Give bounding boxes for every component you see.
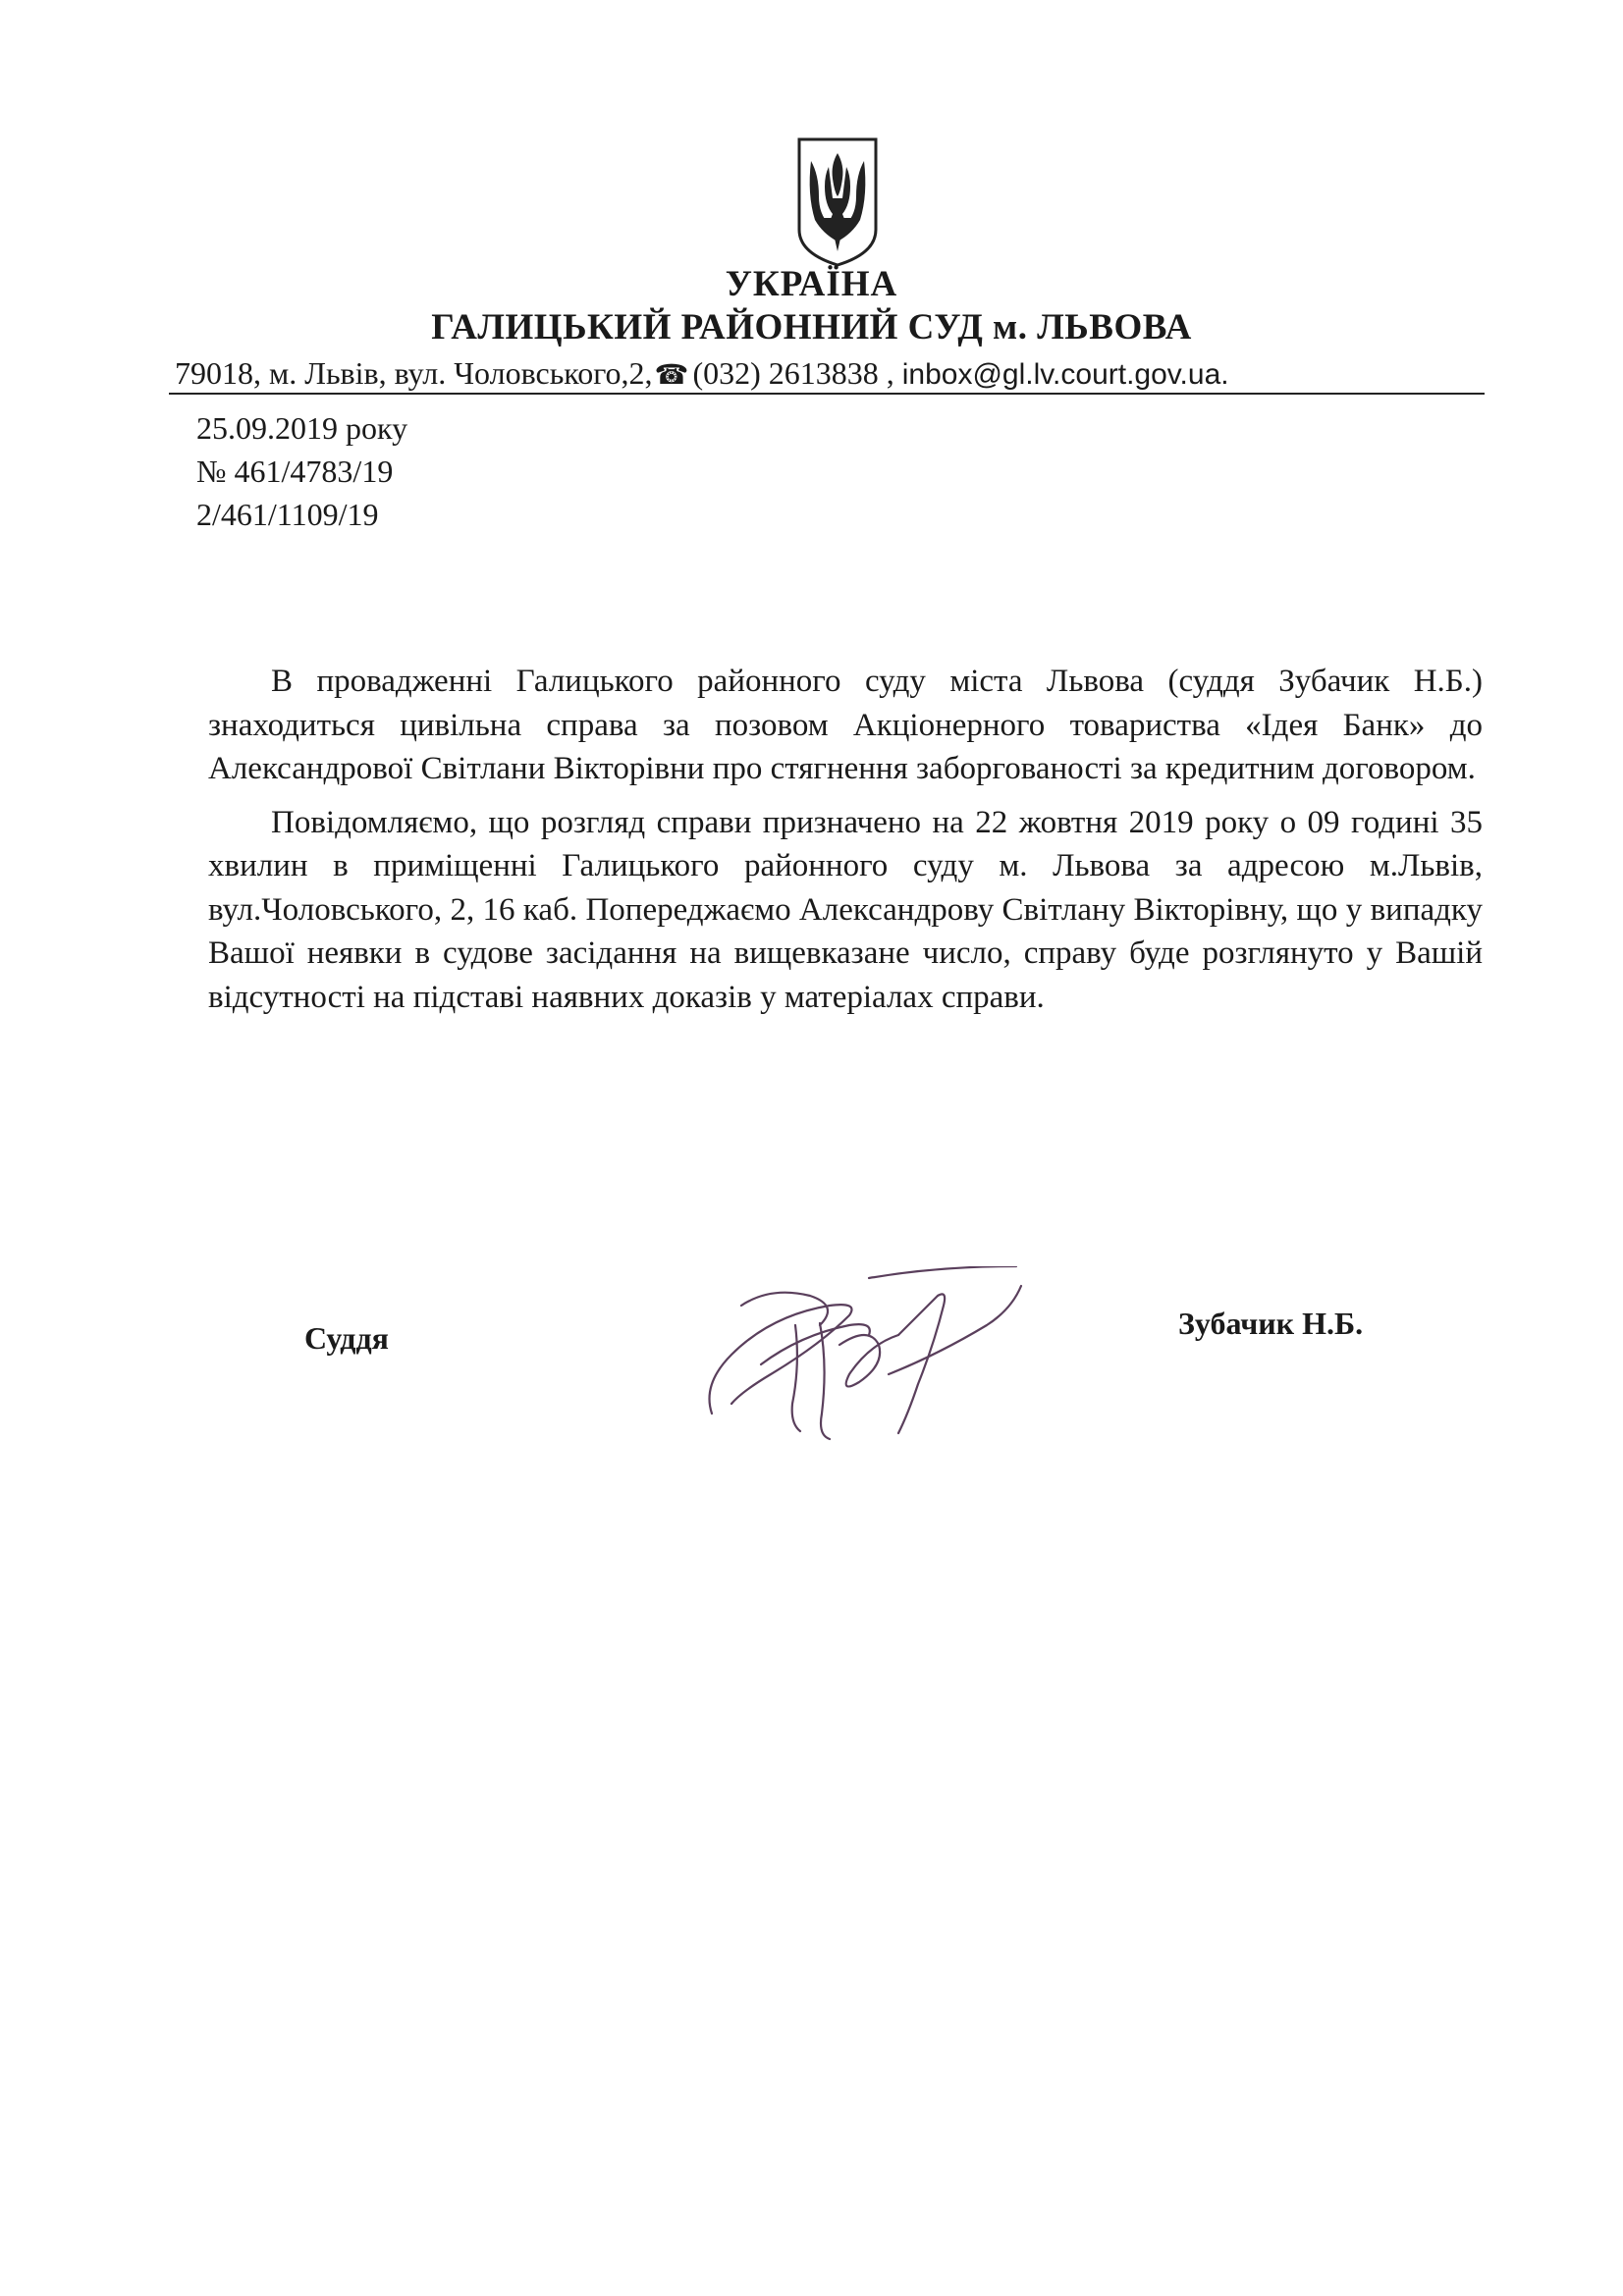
handwritten-signature-icon xyxy=(702,1266,1026,1453)
court-phone: (032) 2613838 , xyxy=(692,355,894,391)
letter-body xyxy=(208,660,1483,1029)
body-paragraph-2: Повідомляємо, що розгляд справи призначено на 22 жовтня 2019 року о 09 годині 35 хвилин в приміщенні Галицького районного суду м. Львова за адресою м.Львів, вул.Чоловського, 2, 16 каб. Попереджаємо Александрову Світлану Вікторівну, що у випадку Вашої неявки в судове засідання на вищевказане число, справу буде розглянуто у Вашій відсутності на підставі наявних доказів у матеріалах справи. xyxy=(208,804,1483,1015)
proceeding-number: 2/461/1109/19 xyxy=(196,497,379,532)
document-meta xyxy=(196,406,407,536)
court-email: inbox@gl.lv.court.gov.ua. xyxy=(901,358,1229,391)
document-date: 25.09.2019 року xyxy=(196,410,408,446)
address-line xyxy=(175,355,1481,392)
body-paragraph-1: В провадженні Галицького районного суду міста Львова (суддя Зубачик Н.Б.) знаходиться цивільна справа за позовом Акціонерного товариства «Ідея Банк» до Александрової Світлани Вікторівни про стягнення заборгованості за кредитним договором. xyxy=(208,664,1483,786)
signatory-name: Зубачик Н.Б. xyxy=(1178,1306,1364,1341)
court-address: 79018, м. Львів, вул. Чоловського,2, xyxy=(175,355,653,391)
case-number: № 461/4783/19 xyxy=(196,454,394,489)
trident-coat-of-arms-icon xyxy=(793,135,882,269)
header-country: УКРАЇНА xyxy=(725,264,898,304)
telephone-icon: ☎ xyxy=(654,358,689,391)
signatory-title: Суддя xyxy=(304,1320,389,1356)
header-court-name: ГАЛИЦЬКИЙ РАЙОННИЙ СУД м. ЛЬВОВА xyxy=(431,307,1192,347)
header-divider xyxy=(169,393,1485,395)
